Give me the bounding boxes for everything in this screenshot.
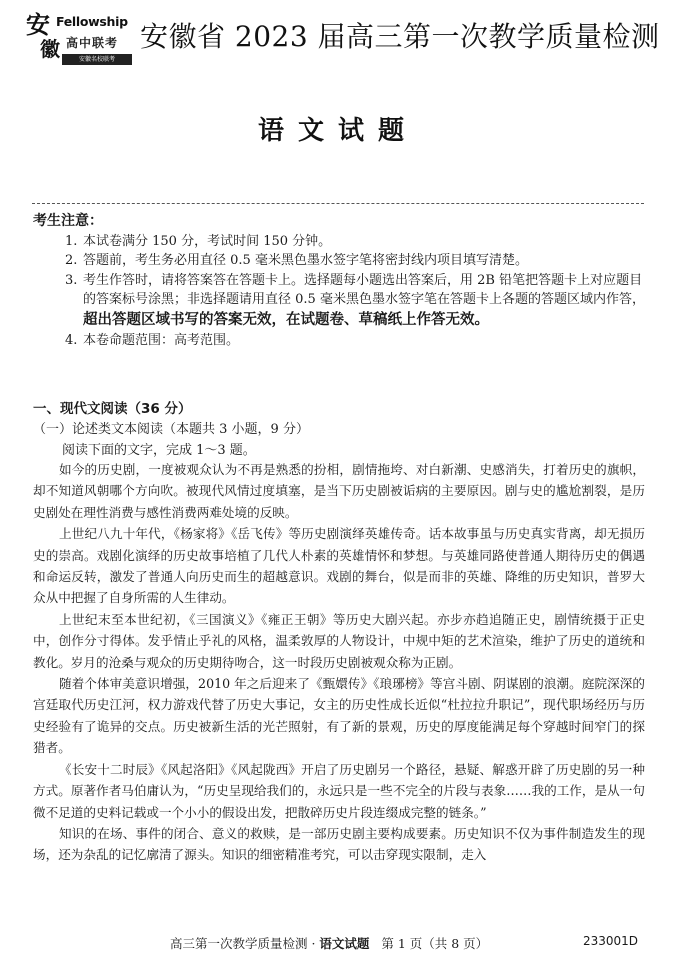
- passage-paragraph: 知识的在场、事件的闭合、意义的救赎，是一部历史剧主要构成要素。历史知识不仅为事件制造发生的现场，还为杂乱的记忆廓清了源头。知识的细密精准考究，可以击穿现实限制，走入: [33, 825, 645, 863]
- notice-item: [33, 232, 653, 252]
- reading-instruction: 阅读下面的文字，完成 1～3 题。: [62, 443, 256, 458]
- footer-exam-name: 高三第一次教学质量检测 ·: [170, 936, 320, 951]
- notice-item-number: 2.: [65, 253, 78, 268]
- subject-title: 语文试题: [257, 116, 418, 146]
- notice-item-text: 本试卷满分 150 分，考试时间 150 分钟。: [83, 233, 332, 249]
- logo-brand: Fellowship: [56, 14, 128, 29]
- passage-body: [33, 459, 645, 866]
- logo-char-bottom: 徽: [40, 37, 60, 61]
- divider: [32, 203, 644, 204]
- notice-item-text: 答题前，考生务必用直径 0.5 毫米黑色墨水签字笔将密封线内项目填写清楚。: [83, 253, 528, 268]
- passage-paragraph: 上世纪末至本世纪初，《三国演义》《雍正王朝》等历史大剧兴起。亦步亦趋追随正史，剧情统摄于正史中，创作分寸得体。发乎情止乎礼的风格，温柔敦厚的人物设计，中规中矩的艺术渲染，维护了历史的道统和教化。岁月的沧桑与观众的历史期待吻合，这一时段历史剧被观众称为正剧。: [33, 611, 645, 670]
- notice-item-number: 4.: [65, 332, 78, 348]
- passage-paragraph: 随着个体审美意识增强，2010 年之后迎来了《甄嬛传》《琅琊榜》等宫斗剧、阴谋剧的浪潮。庭院深深的宫廷取代历史江河，权力游戏代替了历史大事记，女主的历史性成长近似“杜拉拉升职记”，现代职场经历与历史经验有了诡异的交点。历史被新生活的光芒照射，有了新的景观，历史的厚度能满足每个穿越时间窄门的探猎者。: [33, 676, 645, 756]
- notice-item: [33, 251, 653, 271]
- page-number: 第 1 页（共 8 页）: [381, 936, 489, 951]
- exam-title: 安徽省 2023 届高三第一次教学质量检测: [140, 20, 660, 53]
- logo-subtext: 高中联考: [66, 36, 119, 50]
- notice-title: 考生注意：: [33, 213, 103, 229]
- notice-item-text: 考生作答时，请将答案答在答题卡上。选择题每小题选出答案后，用 2B 铅笔把答题卡上对应题目的答案标号涂黑；非选择题请用直径 0.5 毫米黑色墨水签字笔在答题卡上各题的答题区域内作答，: [83, 272, 645, 307]
- notice-item-emphasis: 超出答题区域书写的答案无效，在试题卷、草稿纸上作答无效。: [83, 311, 489, 328]
- passage-paragraph: 如今的历史剧，一度被观众认为不再是熟悉的扮相，剧情拖垮、对白新潮、史感消失，打着历史的旗帜，却不知道风朝哪个方向吹。被现代风情过度填塞，是当下历史剧被诟病的主要原因。剧与史的尴尬割裂，是历史剧处在理性消费与感性消费两难处境的反映。: [33, 462, 645, 520]
- passage-paragraph: 《长安十二时辰》《风起洛阳》《风起陇西》开启了历史剧另一个路径，悬疑、解惑开辟了历史剧的另一种方式。原著作者马伯庸认为，“历史呈现给我们的，永远只是一些不完全的片段与表象……我的工作，是从一句微不足道的史料记载或一个小小的假设出发，把散碎历史片段连缀成完整的链条。”: [33, 761, 645, 820]
- footer-center: [170, 934, 488, 952]
- section-heading: 一、现代文阅读（36 分）: [33, 401, 192, 417]
- footer-subject: 语文试题: [319, 936, 370, 951]
- notice-item-number: 1.: [65, 233, 78, 249]
- notice-item-text: 本卷命题范围：高考范围。: [83, 332, 240, 348]
- notice-box: [33, 212, 653, 350]
- paper-code: 233001D: [582, 934, 638, 948]
- logo-char-top: 安: [26, 10, 50, 39]
- notice-list: [33, 232, 653, 351]
- notice-item: [33, 331, 653, 351]
- logo: [26, 12, 134, 68]
- section-subheading: （一）论述类文本阅读（本题共 3 小题，9 分）: [33, 422, 309, 437]
- notice-item: [33, 271, 653, 331]
- logo-strip: 安徽名校联考: [62, 54, 132, 65]
- notice-item-number: 3.: [65, 272, 78, 288]
- passage-paragraph: 上世纪八九十年代，《杨家将》《岳飞传》等历史剧演绎英雄传奇。话本故事虽与历史真实背离，却无损历史的崇高。戏剧化演绎的历史故事培植了几代人朴素的英雄情怀和梦想。与英雄同路使普通人期待历史的偶遇和命运反转，激发了普通人向历史而生的超越意识。戏剧的舞台，似是而非的英雄、降维的历史知识，普罗大众从中把握了自身所需的人生律动。: [33, 526, 645, 606]
